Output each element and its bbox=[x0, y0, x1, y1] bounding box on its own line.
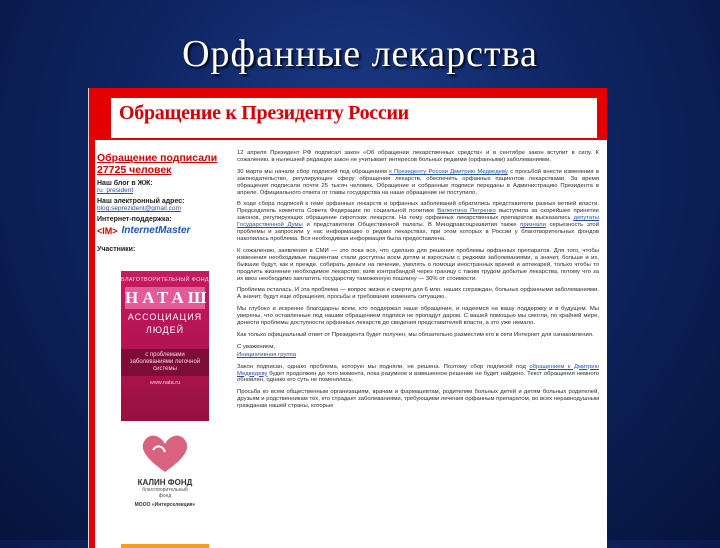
admitted-link[interactable]: признали bbox=[520, 222, 546, 229]
medvedev-appeal-link[interactable]: обращением к Дмитрию Медведеву bbox=[237, 363, 599, 377]
paragraph: К сожалению, заявления в СМИ — это пока все, что сделано для решения проблемы орфанных препаратов. Для того, чтобы изменения необходимые пациентам стали доступны всем детям и взрослым с редкими заболеваниями, а значит, больше и их, бывшие будут, как и прежде, собирать деньги на лечение, умолять о помощи иностранных врачей и аптекарей, только чтобы то продлить жизнение необходимое лекарство; взяв контрабандой через границу с таким трудом добытые лекарства, потому что за их ввоз необходимо заплатить государству таможенную пошлину — 30% от стоимости. bbox=[237, 247, 599, 282]
paragraph: Как только официальный ответ от Президента будет получен, мы обязательно разместим его в сети Интернет для ознакомления. bbox=[237, 331, 594, 338]
duma-link[interactable]: депутаты Государственной Думы bbox=[237, 215, 599, 229]
paragraph: Мы глубоко и искренне благодарны всем, кто поддержал наше обращение, и надеемся на вашу поддержку и в будущем. Мы уверены, что оставленные под нашим обращением подписи не пропадут даром. С вашей помощью мы смогли, по крайней мере, донести проблемы доступности орфанных лекарств до сведения представителей власти, а это уже немало. bbox=[237, 306, 599, 327]
fund-natasha-help: с проблемами заболеваниями легочной системы bbox=[121, 349, 209, 376]
banner-title: Обращение к Президенту России bbox=[119, 102, 409, 124]
email-label: Наш электронный адрес: bbox=[97, 198, 185, 205]
blog-link[interactable]: ru_president bbox=[97, 187, 134, 194]
participants-label: Участники: bbox=[97, 246, 136, 253]
slide-title: Орфанные лекарства bbox=[182, 33, 538, 75]
signatures-title[interactable]: Обращение подписали bbox=[97, 152, 218, 164]
blog-label: Наш блог в ЖЖ: bbox=[97, 180, 153, 187]
fund-natasha-assoc1: АССОЦИАЦИЯ bbox=[127, 312, 203, 322]
signatures-count[interactable]: 27725 человек bbox=[97, 164, 172, 176]
fund-natasha-top: БЛАГОТВОРИТЕЛЬНЫЙ ФОНД bbox=[121, 277, 209, 283]
appeal-text bbox=[237, 150, 599, 415]
sidebar bbox=[97, 152, 229, 253]
fund-natasha-site: www.nata.ru bbox=[149, 380, 181, 386]
red-strip bbox=[89, 140, 95, 548]
email-link[interactable]: blog.seprezident@gmail.com bbox=[97, 205, 181, 212]
fund-kalin-sub2: фонд bbox=[158, 493, 172, 499]
fund-kalin-name: КАЛИН ФОНД bbox=[137, 478, 193, 487]
page-banner bbox=[89, 88, 607, 140]
partner-mark: <IM> bbox=[97, 225, 118, 236]
partner-label: Интернет-поддержка: bbox=[97, 216, 172, 223]
partner-logo[interactable] bbox=[97, 225, 229, 236]
paragraph: 30 марта мы начали сбор подписей под обращением к Президенту России Дмитрию Медведеву с просьбой внести изменения в законодательство, регулирующее сферу обращения лекарств, обеспечить орфанных пациентов лекарствами. За время обращения подписали почти 25 тысяч человек. Обращение и собранные подписи переданы в Администрацию Президента в апреле. Официального ответа от главы государства на наше обращение не поступило. bbox=[237, 168, 599, 196]
paragraph: Просьба ко всем общественным организациям, врачам и фармацевтам, родителям больных детей и детям больных родителей, друзьям и родственникам тех, кто страдает заболеваниями, требующими лечения орфанным препаратом, во всех неравнодушным гражданам нашей страны, которые bbox=[237, 389, 599, 410]
president-link[interactable]: к Президенту России Дмитрию Медведеву bbox=[389, 168, 508, 175]
partner-name: InternetMaster bbox=[121, 225, 191, 236]
paragraph: Закон подписан, однако проблема, которую мы подняли, не решена. Поэтому сбор подписей под обращением к Дмитрию Медведеву будет продолжен до того момента, пока разумное и взвешенное решение не будет найдено. Текст обращения немного обновлен, однако его суть не поменялась. bbox=[237, 363, 599, 384]
initiative-group-link[interactable]: Инициативная группа bbox=[237, 351, 297, 358]
fund-kalin-mood: МООО «Интерселекция» bbox=[134, 502, 196, 508]
paragraph: Проблема осталась. И эта проблема — вопрос жизни и смерти для 6 млн. наших сограждан, больных орфанными заболеваниями. А значит, будут еще обращения, просьбы и требования изменить ситуацию. bbox=[237, 287, 599, 301]
fund-orange-banner[interactable] bbox=[121, 544, 209, 548]
webpage-screenshot bbox=[88, 88, 607, 548]
fund-natasha-name: НАТАША bbox=[125, 288, 227, 307]
paragraph bbox=[237, 352, 599, 359]
fund-natasha-banner[interactable] bbox=[121, 271, 227, 421]
fund-natasha-assoc2: ЛЮДЕЙ bbox=[145, 325, 185, 335]
heart-hand-icon bbox=[135, 428, 195, 476]
fund-kalin-sub1: благотворительный bbox=[142, 487, 188, 493]
paragraph: 12 апреля Президент РФ подписал закон «Об обращении лекарственных средств» и в сентябре закон вступит в силу. К сожалению, в нынешней редакции закон не учитывает интересов больных редкими (орфанными) заболеваниями. bbox=[237, 150, 599, 163]
paragraph: С уважением, bbox=[237, 343, 275, 350]
petrenko-link[interactable]: Валентина Петренко bbox=[437, 208, 496, 215]
paragraph: В ходе сбора подписей к теме орфанных лекарств и орфанных заболеваний обратились представители разных ветвей власти. Председатель комитета Совета Федерации по социальной политике Валентина Петренко выступила за скорейшее принятие законов, регулирующих обращение сиротских лекарств. На тему орфанных лекарственных препаратов высказались депутаты Государственной Думы и представители Общественной палаты. В Минздравсоцразвития также признали серьезность этой проблемы и запросили у нас информацию о редких лекарствах, при этом которых в России у благотворительных фондов накопилась проблема. Вся необходимая информация была предоставлена. bbox=[237, 201, 599, 242]
fund-kalin-banner[interactable] bbox=[121, 426, 209, 544]
